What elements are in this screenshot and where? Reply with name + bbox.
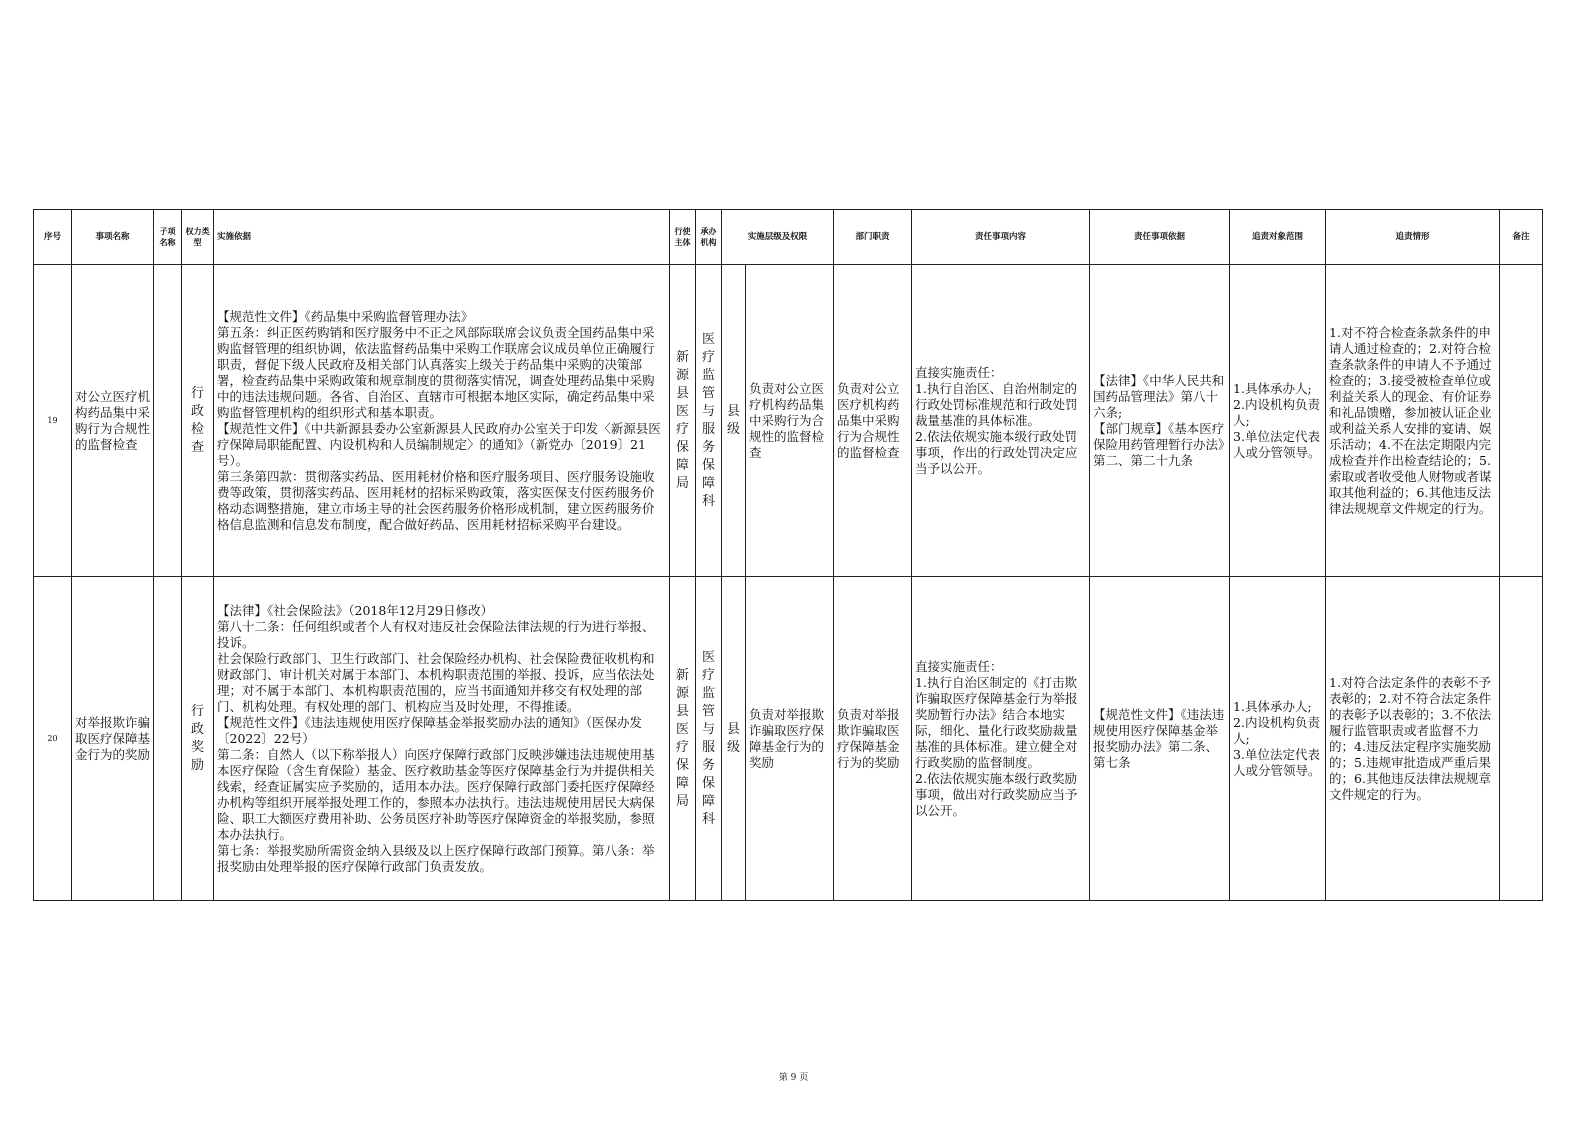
content-line: 1.执行自治区、自治州制定的行政处罚标准规范和行政处罚裁量基准的具体标准。 (915, 380, 1078, 428)
row-content (912, 577, 1090, 901)
row-basis (214, 577, 670, 901)
row-level (722, 577, 746, 901)
content-line: 2.依法依规实施本级行政处罚事项，作出的行政处罚决定应当予以公开。 (915, 428, 1078, 476)
content-line: 2.依法依规实施本级行政奖励事项，做出对行政奖励应当予以公开。 (915, 770, 1078, 818)
table-row (34, 577, 1543, 901)
row-sub (154, 577, 182, 901)
row-type-text: 行政奖励 (191, 703, 205, 773)
row-authority: 负责对举报欺诈骗取医疗保障基金行为的奖励 (746, 577, 834, 901)
row-remark (1500, 577, 1543, 901)
row-scope (1230, 577, 1326, 901)
row-circumstance: 1.对不符合检查条款条件的申请人通过检查的；2.对符合检查条款条件的申请人不予通过检查的；3.接受被检查单位或利益关系人的现金、有价证券和礼品馈赠，参加被认证企业或利益关系人安排的宴请、娱乐活动；4.不在法定期限内完成检查并作出检查结论的；5.索取或者收受他人财物或者谋取其他利益的；6.其他违反法律法规规章文件规定的行为。 (1326, 265, 1500, 577)
table-row (34, 265, 1543, 577)
row-sub (154, 265, 182, 577)
row-org-text: 医疗监管与服务保障科 (702, 331, 716, 509)
header-seq: 序号 (34, 210, 72, 265)
row-subject-text: 新源县医疗保障局 (676, 349, 690, 491)
basis-line: 【规范性文件】《药品集中采购监督管理办法》 (217, 308, 474, 324)
responsibility-table (33, 209, 1543, 901)
row-remark (1500, 265, 1543, 577)
header-name: 事项名称 (72, 210, 154, 265)
row-name: 对举报欺诈骗取医疗保障基金行为的奖励 (72, 577, 154, 901)
row-authority: 负责对公立医疗机构药品集中采购行为合规性的监督检查 (746, 265, 834, 577)
row-level-text: 县级 (727, 403, 741, 437)
row-org-text: 医疗监管与服务保障科 (702, 649, 716, 827)
row-duty: 负责对举报欺诈骗取医疗保障基金行为的奖励 (834, 577, 912, 901)
row-type (182, 265, 214, 577)
scope-line: 2.内设机构负责人; (1233, 714, 1320, 746)
row-type-text: 行政检查 (191, 385, 205, 455)
row-level (722, 265, 746, 577)
basis-line: 【规范性文件】《中共新源县委办公室新源县人民政府办公室关于印发〈新源县医疗保障局职能配置、内设机构和人员编制规定〉的通知》（新党办〔2019〕21号）。 (217, 420, 661, 468)
row-name: 对公立医疗机构药品集中采购行为合规性的监督检查 (72, 265, 154, 577)
header-content-basis: 责任事项依据 (1090, 210, 1230, 265)
row-content-basis (1090, 577, 1230, 901)
row-circumstance: 1.对符合法定条件的表彰不予表彰的；2.对不符合法定条件的表彰予以表彰的；3.不依法履行监管职责或者监督不力的；4.违反法定程序实施奖励的；5.违规审批造成严重后果的；6.其他违反法律法规规章文件规定的行为。 (1326, 577, 1500, 901)
basis-line: 第二条：自然人（以下称举报人）向医疗保障行政部门反映涉嫌违法违规使用基本医疗保险（含生育保险）基金、医疗救助基金等医疗保障基金行为并提供相关线索，经查证属实应予奖励的，适用本办法。医疗保障行政部门委托医疗保障经办机构等组织开展举报处理工作的，参照本办法执行。违法违规使用居民大病保险、职工大额医疗费用补助、公务员医疗补助等医疗保障资金的举报奖励，参照本办法执行。 (217, 746, 655, 842)
row-subject-text: 新源县医疗保障局 (676, 667, 690, 809)
row-type (182, 577, 214, 901)
basis-line: 第五条：纠正医药购销和医疗服务中不正之风部际联席会议负责全国药品集中采购监督管理的组织协调，依法监督药品集中采购工作联席会议成员单位正确履行职责，督促下级人民政府及相关部门认真落实上级关于药品集中采购的决策部署，检查药品集中采购政策和规章制度的贯彻落实情况，调查处理药品集中采购中的违法违规问题。各省、自治区、直辖市可根据本地区实际，确定药品集中采购监督管理机构的组织形式和基本职责。 (217, 324, 655, 420)
header-type: 权力类型 (182, 210, 214, 265)
header-circumstance: 追责情形 (1326, 210, 1500, 265)
header-scope: 追责对象范围 (1230, 210, 1326, 265)
content-line: 直接实施责任： (915, 658, 1003, 674)
row-seq: 20 (34, 577, 72, 901)
header-remark: 备注 (1500, 210, 1543, 265)
basis-line: 【规范性文件】《违法违规使用医疗保障基金举报奖励办法的通知》（医保办发〔2022〕22号） (217, 714, 643, 746)
row-basis (214, 265, 670, 577)
content-basis-line: 【规范性文件】《违法违规使用医疗保障基金举报奖励办法》第二条、第七条 (1093, 706, 1225, 770)
row-seq: 19 (34, 265, 72, 577)
page-number: 第 9 页 (778, 1073, 809, 1083)
content-basis-line: 【法律】《中华人民共和国药品管理法》第八十六条; (1093, 372, 1225, 420)
scope-line: 1.具体承办人; (1233, 380, 1312, 396)
row-org (696, 577, 722, 901)
basis-line: 第八十二条：任何组织或者个人有权对违反社会保险法律法规的行为进行举报、投诉。 (217, 618, 655, 650)
header-duty: 部门职责 (834, 210, 912, 265)
row-duty: 负责对公立医疗机构药品集中采购行为合规性的监督检查 (834, 265, 912, 577)
row-scope (1230, 265, 1326, 577)
scope-line: 3.单位法定代表人或分管领导。 (1233, 428, 1321, 460)
row-subject (670, 265, 696, 577)
header-subject: 行使主体 (670, 210, 696, 265)
content-line: 1.执行自治区制定的《打击欺诈骗取医疗保障基金行为举报奖励暂行办法》结合本地实际，细化、量化行政奖励裁量基准的具体标准。建立健全对行政奖励的监督制度。 (915, 674, 1078, 770)
row-content (912, 265, 1090, 577)
header-level: 实施层级及权限 (722, 210, 834, 265)
basis-line: 第七条：举报奖励所需资金纳入县级及以上医疗保障行政部门预算。第八条：举报奖励由处理举报的医疗保障行政部门负责发放。 (217, 842, 655, 874)
row-org (696, 265, 722, 577)
header-org: 承办机构 (696, 210, 722, 265)
header-basis: 实施依据 (214, 210, 670, 265)
header-content: 责任事项内容 (912, 210, 1090, 265)
scope-line: 1.具体承办人; (1233, 698, 1312, 714)
table-header-row (34, 210, 1543, 265)
basis-line: 【法律】《社会保险法》（2018年12月29日修改） (217, 602, 494, 618)
basis-line: 第三条第四款：贯彻落实药品、医用耗材价格和医疗服务项目、医疗服务设施收费等政策，贯彻落实药品、医用耗材的招标采购政策，落实医保支付医药服务价格动态调整措施，建立市场主导的社会医药服务价格形成机制，建立医药服务价格信息监测和信息发布制度，配合做好药品、医用耗材招标采购平台建设。 (217, 468, 655, 532)
content-basis-line: 【部门规章】《基本医疗保险用药管理暂行办法》第二、第二十九条 (1093, 420, 1225, 468)
row-subject (670, 577, 696, 901)
scope-line: 2.内设机构负责人; (1233, 396, 1320, 428)
row-content-basis (1090, 265, 1230, 577)
content-line: 直接实施责任： (915, 364, 1003, 380)
row-level-text: 县级 (727, 721, 741, 755)
scope-line: 3.单位法定代表人或分管领导。 (1233, 746, 1321, 778)
basis-line: 社会保险行政部门、卫生行政部门、社会保险经办机构、社会保险费征收机构和财政部门、审计机关对属于本部门、本机构职责范围的举报、投诉，应当依法处理；对不属于本部门、本机构职责范围的，应当书面通知并移交有权处理的部门、机构处理。有权处理的部门、机构应当及时处理，不得推诿。 (217, 650, 655, 714)
header-sub: 子项名称 (154, 210, 182, 265)
